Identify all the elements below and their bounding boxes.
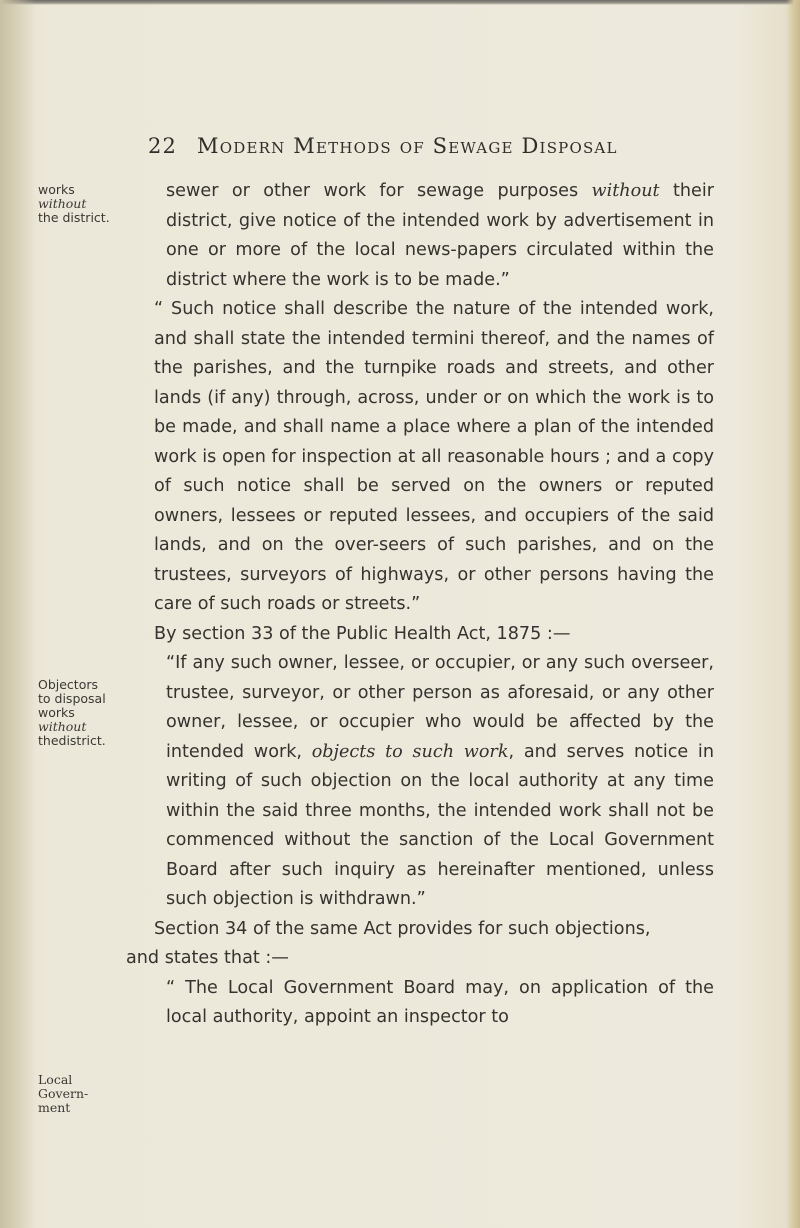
- margin-note-works-without-district: [38, 183, 150, 225]
- margin-note-objectors: [38, 678, 150, 748]
- margin-line-italic: without: [38, 719, 87, 734]
- margin-line: thedistrict.: [38, 733, 106, 748]
- margin-note-local-government: [38, 1073, 150, 1115]
- text-run: “If any such owner, lessee, or occupier, or any such overseer, trustee, surveyor, or other person as aforesaid, or any other owner, lessee, or occupier who would be affected by the intended work,: [166, 653, 714, 762]
- margin-line: Objectors: [38, 677, 99, 692]
- running-title: Modern Methods of Sewage Disposal: [197, 134, 618, 158]
- margin-line: works: [38, 182, 75, 197]
- paragraph-states-that: and states that :—: [126, 948, 289, 968]
- italic-run: without: [591, 181, 660, 201]
- margin-line: to disposal: [38, 691, 106, 706]
- paragraph-objection: [166, 649, 714, 915]
- paragraph-such-notice: “ Such notice shall describe the nature of the intended work, and shall state the intended termini thereof, and the names of the parishes, and the turnpike roads and streets, and other lands (if any) through, across, under or on which the work is to be made, and shall name a place where a plan of the intended work is open for inspection at all reasonable hours ; and a copy of such notice shall be served on the owners or reputed owners, lessees or reputed lessees, and occupiers of the said lands, and on the over-seers of such parishes, and on the trustees, surveyors of highways, or other persons having the care of such roads or streets.”: [154, 299, 714, 614]
- margin-line: [38, 720, 150, 734]
- paragraph-sewer-notice: [166, 177, 714, 295]
- margin-line: works: [38, 705, 75, 720]
- italic-run: objects to such work: [311, 741, 509, 762]
- margin-line: Local: [38, 1072, 73, 1087]
- text-run: , and serves notice in writing of such objection on the local authority at any time within the said three months, the intended work shall not be commenced without the sanction of the Local Government Board after such inquiry as hereinafter mentioned, unless such objection is withdrawn.”: [166, 741, 714, 909]
- paragraph-section-33: By section 33 of the Public Health Act, 1875 :—: [154, 623, 571, 644]
- paragraph-local-government-board: “ The Local Government Board may, on application of the local authority, appoint an inspector to: [166, 977, 714, 1027]
- margin-line: the district.: [38, 210, 110, 225]
- binding-shadow: [0, 0, 36, 1228]
- margin-line: ment: [38, 1100, 71, 1115]
- margin-line: [38, 197, 150, 211]
- text-run: their district, give notice of the intended work by advertisement in one or more of the local news-papers circulated within the district where the work is to be made.”: [166, 181, 714, 290]
- paragraph-section-34: Section 34 of the same Act provides for such objections,: [154, 918, 651, 939]
- margin-line-italic: without: [38, 196, 87, 211]
- body-text: [126, 177, 714, 1033]
- page-number: 22: [148, 134, 178, 158]
- page-edge: [786, 0, 800, 1228]
- margin-line: Govern-: [38, 1086, 89, 1101]
- text-run: sewer or other work for sewage purposes: [166, 181, 592, 201]
- top-edge-rule: [0, 0, 800, 5]
- running-header: [148, 134, 708, 158]
